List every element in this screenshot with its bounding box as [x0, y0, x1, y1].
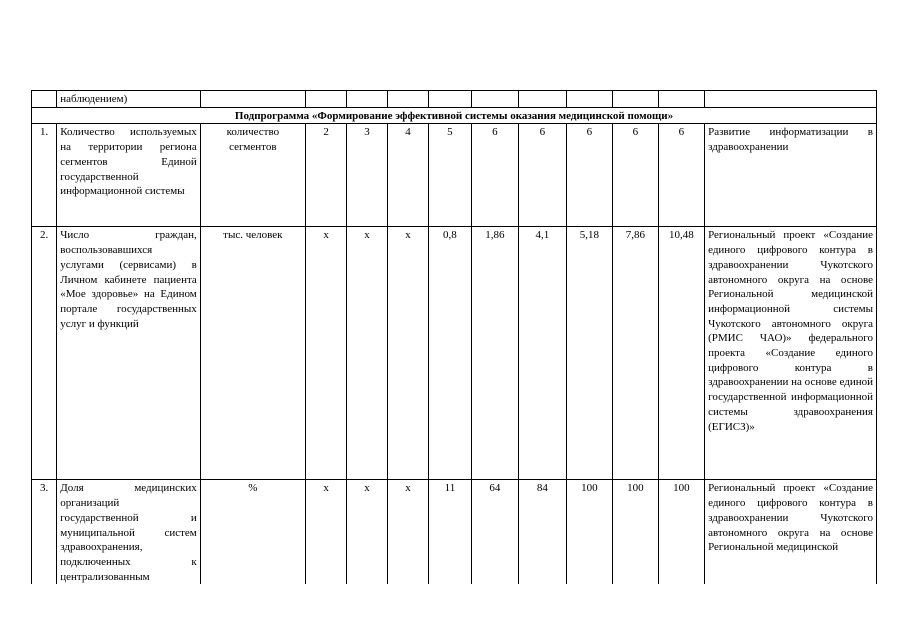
- value-cell: х: [305, 480, 346, 584]
- table-row: [32, 480, 877, 584]
- source-cell: Региональный проект «Создание единого цифрового контура в здравоохранении Чукотского автономного округа на основе Региональной медицинской: [705, 480, 877, 584]
- number-cell: 3.: [32, 480, 57, 584]
- indicator-cell: Число граждан, воспользовавшихся услугами (сервисами) в Личном кабинете пациента «Мое здоровье» на Едином портале государственных услуг и функций: [57, 227, 201, 480]
- value-cell: 100: [613, 480, 658, 584]
- indicator-cell: Количество используемых на территории региона сегментов Единой государственной информационной системы: [57, 124, 201, 227]
- value-cell: х: [387, 227, 428, 480]
- source-cell: Региональный проект «Создание единого цифрового контура в здравоохранении Чукотского автономного округа на основе Региональной медицинской информационной системы Чукотского автономного округа (РМИС ЧАО)» федерального проекта «Создание единого цифрового контура в здравоохранении на основе единой государственной информационной системы здравоохранения (ЕГИСЗ)»: [705, 227, 877, 480]
- value-cell: 11: [429, 480, 471, 584]
- table-row: [32, 91, 877, 108]
- unit-cell: %: [200, 480, 305, 584]
- value-cell: х: [387, 480, 428, 584]
- value-cell: 1,86: [471, 227, 519, 480]
- value-cell: х: [347, 480, 387, 584]
- table-row: [32, 124, 877, 227]
- value-cell: 6: [566, 124, 612, 227]
- indicator-cell: наблюдением): [57, 91, 201, 108]
- value-cell: 5: [429, 124, 471, 227]
- value-cell: 100: [566, 480, 612, 584]
- value-cell: 7,86: [613, 227, 658, 480]
- value-cell: 64: [471, 480, 519, 584]
- unit-cell: количество сегментов: [200, 124, 305, 227]
- indicators-table: [31, 90, 877, 584]
- table-row: [32, 227, 877, 480]
- value-cell: х: [347, 227, 387, 480]
- number-cell: [32, 91, 57, 108]
- number-cell: 2.: [32, 227, 57, 480]
- value-cell: 0,8: [429, 227, 471, 480]
- value-cell: х: [305, 227, 346, 480]
- number-cell: 1.: [32, 124, 57, 227]
- value-cell: 6: [471, 124, 519, 227]
- value-cell: 3: [347, 124, 387, 227]
- value-cell: 10,48: [658, 227, 704, 480]
- subprogram-title: Подпрограмма «Формирование эффективной системы оказания медицинской помощи»: [32, 107, 877, 124]
- value-cell: 2: [305, 124, 346, 227]
- source-cell: Развитие информатизации в здравоохранении: [705, 124, 877, 227]
- unit-cell: тыс. человек: [200, 227, 305, 480]
- value-cell: 100: [658, 480, 704, 584]
- value-cell: 6: [658, 124, 704, 227]
- subprogram-row: [32, 107, 877, 124]
- value-cell: 84: [519, 480, 567, 584]
- indicator-cell: Доля медицинских организаций государственной и муниципальной систем здравоохранения, подключенных к централизованным: [57, 480, 201, 584]
- value-cell: 5,18: [566, 227, 612, 480]
- value-cell: 4: [387, 124, 428, 227]
- value-cell: 6: [613, 124, 658, 227]
- value-cell: 6: [519, 124, 567, 227]
- value-cell: 4,1: [519, 227, 567, 480]
